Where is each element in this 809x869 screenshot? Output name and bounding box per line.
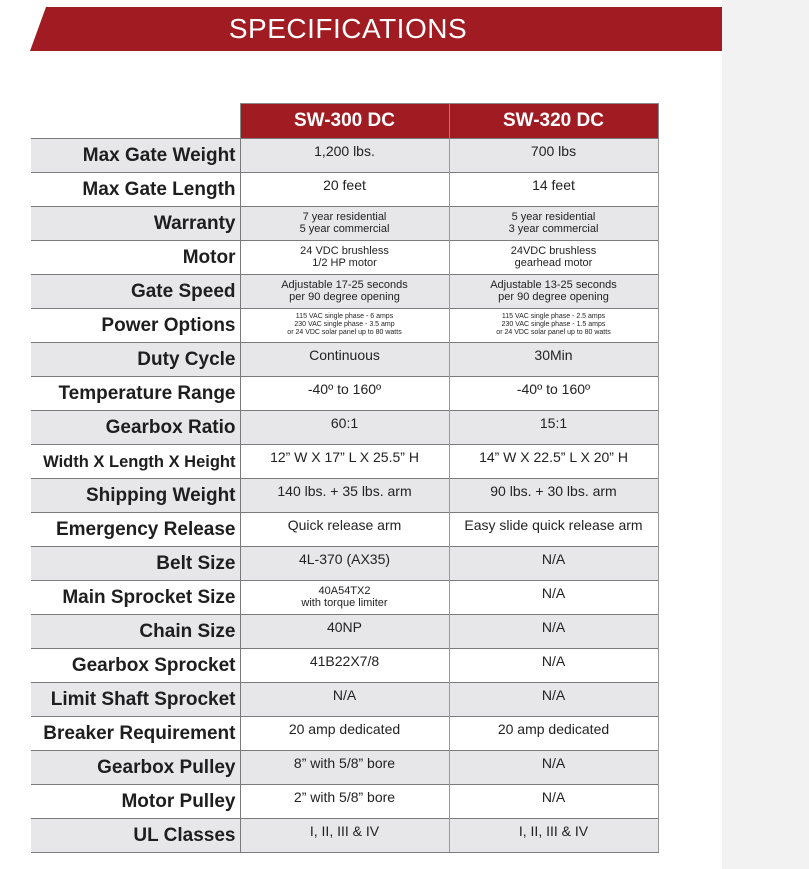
sw300-value: 4L-370 (AX35) (240, 547, 449, 581)
row-label: Belt Size (31, 547, 240, 581)
sw300-value: 7 year residential 5 year commercial (240, 207, 449, 241)
sw320-value: 20 amp dedicated (449, 717, 658, 751)
row-label: Width X Length X Height (31, 445, 240, 479)
row-label: Temperature Range (31, 377, 240, 411)
sw320-value: 5 year residential 3 year commercial (449, 207, 658, 241)
sw300-value: -40º to 160º (240, 377, 449, 411)
sw300-value: 40NP (240, 615, 449, 649)
table-row (31, 445, 658, 479)
table-row (31, 751, 658, 785)
row-label: Power Options (31, 309, 240, 343)
side-panel (722, 0, 809, 869)
sw320-value: 24VDC brushless gearhead motor (449, 241, 658, 275)
table-row (31, 241, 658, 275)
column-header-sw300: SW-300 DC (240, 104, 449, 139)
row-label: Gate Speed (31, 275, 240, 309)
sw320-value: 700 lbs (449, 139, 658, 173)
row-label: Chain Size (31, 615, 240, 649)
sw300-value: 8” with 5/8” bore (240, 751, 449, 785)
table-row (31, 717, 658, 751)
sw300-value: 12” W X 17” L X 25.5” H (240, 445, 449, 479)
row-label: Shipping Weight (31, 479, 240, 513)
sw320-value: 14 feet (449, 173, 658, 207)
sw300-value: N/A (240, 683, 449, 717)
table-row (31, 139, 658, 173)
column-header-sw320: SW-320 DC (449, 104, 658, 139)
sw320-value: N/A (449, 751, 658, 785)
sw320-value: 115 VAC single phase - 2.5 amps 230 VAC single phase - 1.5 amps or 24 VDC solar panel up to 80 watts (449, 309, 658, 343)
table-row (31, 173, 658, 207)
table-row (31, 343, 658, 377)
table-row (31, 377, 658, 411)
sw320-value: Easy slide quick release arm (449, 513, 658, 547)
sw320-value: N/A (449, 581, 658, 615)
sw300-value: Adjustable 17-25 seconds per 90 degree opening (240, 275, 449, 309)
table-row (31, 581, 658, 615)
sw300-value: 115 VAC single phase - 6 amps 230 VAC single phase - 3.5 amp or 24 VDC solar panel up to 80 watts (240, 309, 449, 343)
sw300-value: 20 feet (240, 173, 449, 207)
row-label: Max Gate Length (31, 173, 240, 207)
table-row (31, 819, 658, 853)
table-row (31, 683, 658, 717)
table-row (31, 479, 658, 513)
row-label: UL Classes (31, 819, 240, 853)
table-row (31, 309, 658, 343)
sw320-value: 14” W X 22.5” L X 20” H (449, 445, 658, 479)
sw320-value: N/A (449, 683, 658, 717)
sw320-value: 90 lbs. + 30 lbs. arm (449, 479, 658, 513)
sw320-value: 15:1 (449, 411, 658, 445)
table-row (31, 513, 658, 547)
sw300-value: 60:1 (240, 411, 449, 445)
spec-table (31, 103, 659, 853)
row-label: Main Sprocket Size (31, 581, 240, 615)
sw320-value: -40º to 160º (449, 377, 658, 411)
row-label: Emergency Release (31, 513, 240, 547)
sw320-value: I, II, III & IV (449, 819, 658, 853)
sw320-value: N/A (449, 615, 658, 649)
sw320-value: Adjustable 13-25 seconds per 90 degree opening (449, 275, 658, 309)
sw300-value: 140 lbs. + 35 lbs. arm (240, 479, 449, 513)
row-label: Gearbox Ratio (31, 411, 240, 445)
row-label: Limit Shaft Sprocket (31, 683, 240, 717)
row-label: Gearbox Sprocket (31, 649, 240, 683)
specifications-banner (30, 7, 722, 51)
sw300-value: 2” with 5/8” bore (240, 785, 449, 819)
sw320-value: N/A (449, 547, 658, 581)
table-row (31, 411, 658, 445)
row-label: Motor (31, 241, 240, 275)
sw300-value: 41B22X7/8 (240, 649, 449, 683)
table-row (31, 547, 658, 581)
page-title: SPECIFICATIONS (228, 13, 468, 44)
header-row (31, 104, 658, 139)
sw300-value: 40A54TX2 with torque limiter (240, 581, 449, 615)
sw320-value: N/A (449, 785, 658, 819)
sw300-value: 20 amp dedicated (240, 717, 449, 751)
table-row (31, 785, 658, 819)
sw300-value: Quick release arm (240, 513, 449, 547)
sw300-value: I, II, III & IV (240, 819, 449, 853)
table-row (31, 207, 658, 241)
row-label: Gearbox Pulley (31, 751, 240, 785)
sw320-value: 30Min (449, 343, 658, 377)
table-row (31, 649, 658, 683)
row-label: Motor Pulley (31, 785, 240, 819)
sw300-value: 1,200 lbs. (240, 139, 449, 173)
sw300-value: 24 VDC brushless 1/2 HP motor (240, 241, 449, 275)
table-row (31, 275, 658, 309)
header-blank-cell (31, 104, 240, 139)
row-label: Max Gate Weight (31, 139, 240, 173)
sw320-value: N/A (449, 649, 658, 683)
row-label: Warranty (31, 207, 240, 241)
sw300-value: Continuous (240, 343, 449, 377)
table-row (31, 615, 658, 649)
row-label: Duty Cycle (31, 343, 240, 377)
row-label: Breaker Requirement (31, 717, 240, 751)
